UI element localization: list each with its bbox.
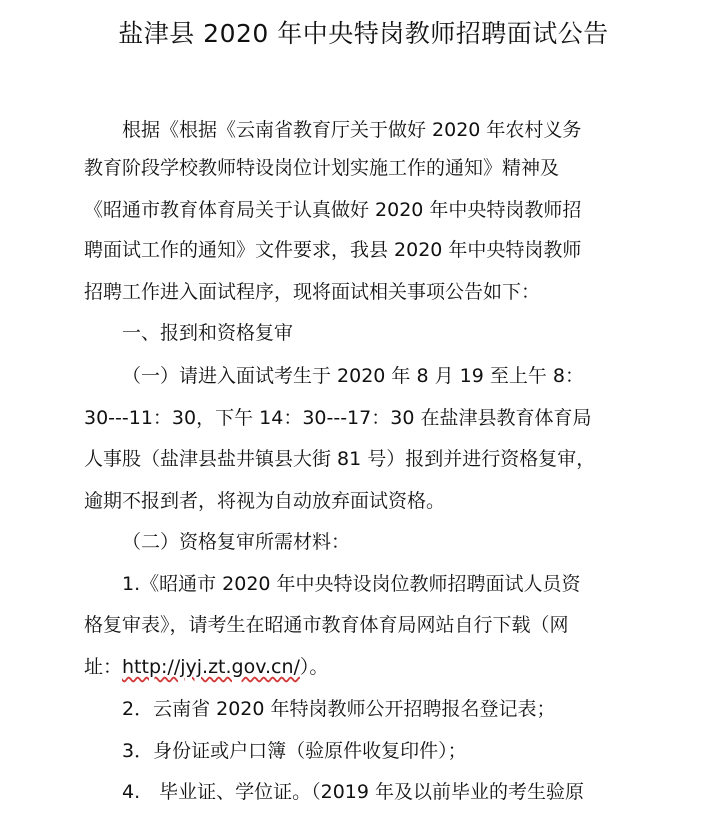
url-tail: ）。 [299,656,329,678]
list-item: 2．云南省 2020 年特岗教师公开招聘报名登记表； [122,698,556,720]
list-item-continuation: 格复审表》，请考生在昭通市教育体育局网站自行下载（网 [84,614,569,636]
paragraph-line: 《昭通市教育体育局关于认真做好 2020 年中央特岗教师招 [84,199,582,221]
paragraph-line: 教育阶段学校教师特设岗位计划实施工作的通知》精神及 [84,157,560,179]
paragraph-line: （一）请进入面试考生于 2020 年 8 月 19 至上午 8： [122,365,584,387]
url-label: 址： [84,656,123,678]
list-item: 4. 毕业证、学位证。（2019 年及以前毕业的考生验原 [122,781,585,803]
website-link[interactable]: http://jyj.zt.gov.cn/ [122,656,300,678]
paragraph-line: 根据《根据《云南省教育厅关于做好 2020 年农村义务 [122,119,582,141]
paragraph-line: 招聘工作进入面试程序，现将面试相关事项公告如下： [84,281,541,303]
list-item: 3．身份证或户口簿（验原件收复印件）； [122,740,467,762]
list-item: 1.《昭通市 2020 年中央特设岗位教师招聘面试人员资 [122,573,581,595]
paragraph-line: 聘面试工作的通知》文件要求，我县 2020 年中央特岗教师 [84,239,582,261]
paragraph-line: 人事股（盐津县盐井镇县大街 81 号）报到并进行资格复审， [84,448,596,470]
paragraph-line: 逾期不报到者，将视为自动放弃面试资格。 [84,490,446,512]
subsection-heading: （二）资格复审所需材料： [122,531,351,553]
list-item-continuation [84,649,328,685]
paragraph-line: 30---11：30，下午 14：30---17：30 在盐津县教育体育局 [84,407,592,429]
section-heading: 一、报到和资格复审 [122,322,294,344]
page-title: 盐津县 2020 年中央特岗教师招聘面试公告 [118,19,609,48]
